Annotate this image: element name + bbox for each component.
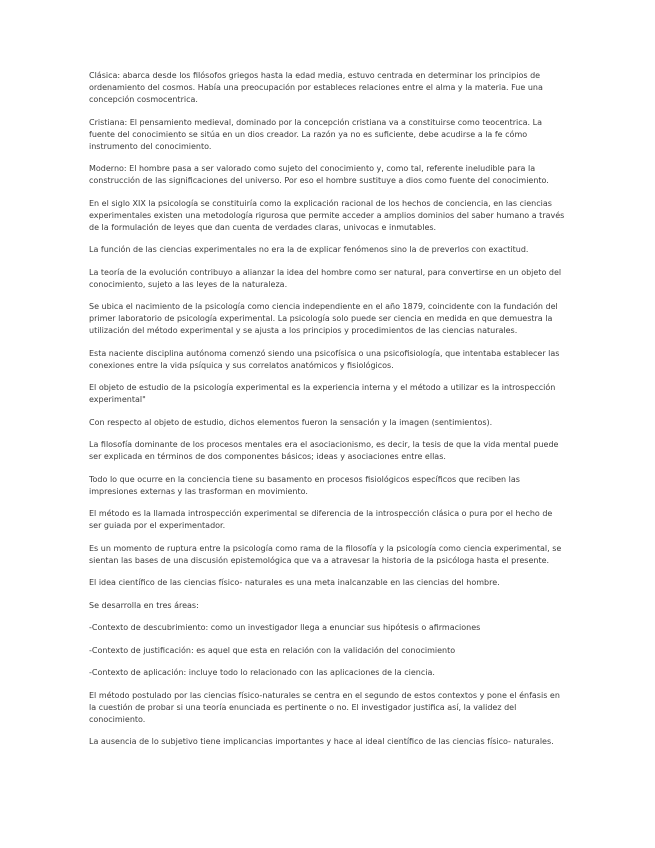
paragraph-respecto-objeto: Con respecto al objeto de estudio, dichos elementos fueron la sensación y la imagen (sentimientos). <box>89 417 493 427</box>
paragraph-cristiana: Cristiana: El pensamiento medieval, dominado por la concepción cristiana va a constituirse como teocentrica. La fuente del conocimiento se sitúa en un dios creador. La razón ya no es suficiente, debe acudirse a la fe cómo instrumento del conocimiento. <box>89 117 542 151</box>
paragraph-idea-cientifico: El idea científico de las ciencias físico- naturales es una meta inalcanzable en las ciencias del hombre. <box>89 578 500 587</box>
paragraph-metodo-postulado: El método postulado por las ciencias físico-naturales se centra en el segundo de estos contextos y pone el énfasis en la cuestión de probar si una teoría enunciada es pertinente o no. El investigador justifica así, la validez del conocimiento. <box>89 690 560 724</box>
paragraph-objeto-estudio: El objeto de estudio de la psicología experimental es la experiencia interna y el método a utilizar es la introspección experimental" <box>89 383 556 404</box>
paragraph-asociacionismo: La filosofía dominante de los procesos mentales era el asociacionismo, es decir, la tesis de que la vida mental puede ser explicada en términos de dos componentes básicos; ideas y asociaciones entre ellas. <box>89 440 559 461</box>
paragraph-ausencia-subjetivo: La ausencia de lo subjetivo tiene implicancias importantes y hace al ideal científico de las ciencias físico- naturales. <box>89 737 554 746</box>
paragraph-clasica: Clásica: abarca desde los filósofos griegos hasta la edad media, estuvo centrada en determinar los principios de ordenamiento del cosmos. Había una preocupación por estableces relaciones entre el alma y la materia. Fue una concepción cosmocentrica. <box>89 71 543 104</box>
list-item-justificacion: -Contexto de justificación: es aquel que esta en relación con la validación del conocimiento <box>89 645 456 655</box>
paragraph-funcion-ciencias: La función de las ciencias experimentales no era la de explicar fenómenos sino la de preverlos con exactitud. <box>89 245 529 254</box>
paragraph-metodo-introspeccion: El método es la llamada introspección experimental se diferencia de la introspección clásica o pura por el hecho de ser guiada por el experimentador. <box>89 509 553 530</box>
paragraph-disciplina-autonoma: Esta naciente disciplina autónoma comenzó siendo una psicofísica o una psicofisiología, que intentaba establecer las conexiones entre la vida psíquica y sus correlatos anatómicos y fisiológicos. <box>89 348 560 370</box>
list-item-aplicacion: -Contexto de aplicación: incluye todo lo relacionado con las aplicaciones de la ciencia. <box>89 668 435 677</box>
paragraph-teoria-evolucion: La teoría de la evolución contribuyo a alianzar la idea del hombre como ser natural, para convertirse en un objeto del conocimiento, sujeto a las leyes de la naturaleza. <box>89 267 562 289</box>
paragraph-siglo-xix: En el siglo XIX la psicología se constituiría como la explicación racional de los hechos de conciencia, en las ciencias experimentales existen una metodología rigurosa que permite acceder a amplios dominios del saber humano a través de la formulación de leyes que dan cuenta de verdades claras, univocas e inmutables. <box>89 198 565 232</box>
paragraph-moderno: Moderno: El hombre pasa a ser valorado como sujeto del conocimiento y, como tal, referente ineludible para la construcción de las significaciones del universo. Por eso el hombre sustituye a dios como fuente del conocimiento. <box>89 164 549 185</box>
paragraph-nacimiento-psicologia: Se ubica el nacimiento de la psicología como ciencia independiente en el año 1879, coincidente con la fundación del primer laboratorio de psicología experimental. La psicología solo puede ser ciencia en medida en que demuestra la utilización del método experimental y se ajusta a los principios y procedimientos de las ciencias naturales. <box>89 302 558 335</box>
document-page <box>89 70 565 759</box>
list-item-descubrimiento: -Contexto de descubrimiento: como un investigador llega a enunciar sus hipótesis o afirmaciones <box>89 623 481 632</box>
paragraph-ruptura: Es un momento de ruptura entre la psicología como rama de la filosofía y la psicología como ciencia experimental, se sientan las bases de una discusión epistemológica que va a atravesar la historia de la psicóloga hasta el presente. <box>89 543 562 565</box>
paragraph-conciencia: Todo lo que ocurre en la conciencia tiene su basamento en procesos fisiológicos específicos que reciben las impresiones externas y las trasforman en movimiento. <box>89 474 520 496</box>
paragraph-tres-areas: Se desarrolla en tres áreas: <box>89 600 199 610</box>
